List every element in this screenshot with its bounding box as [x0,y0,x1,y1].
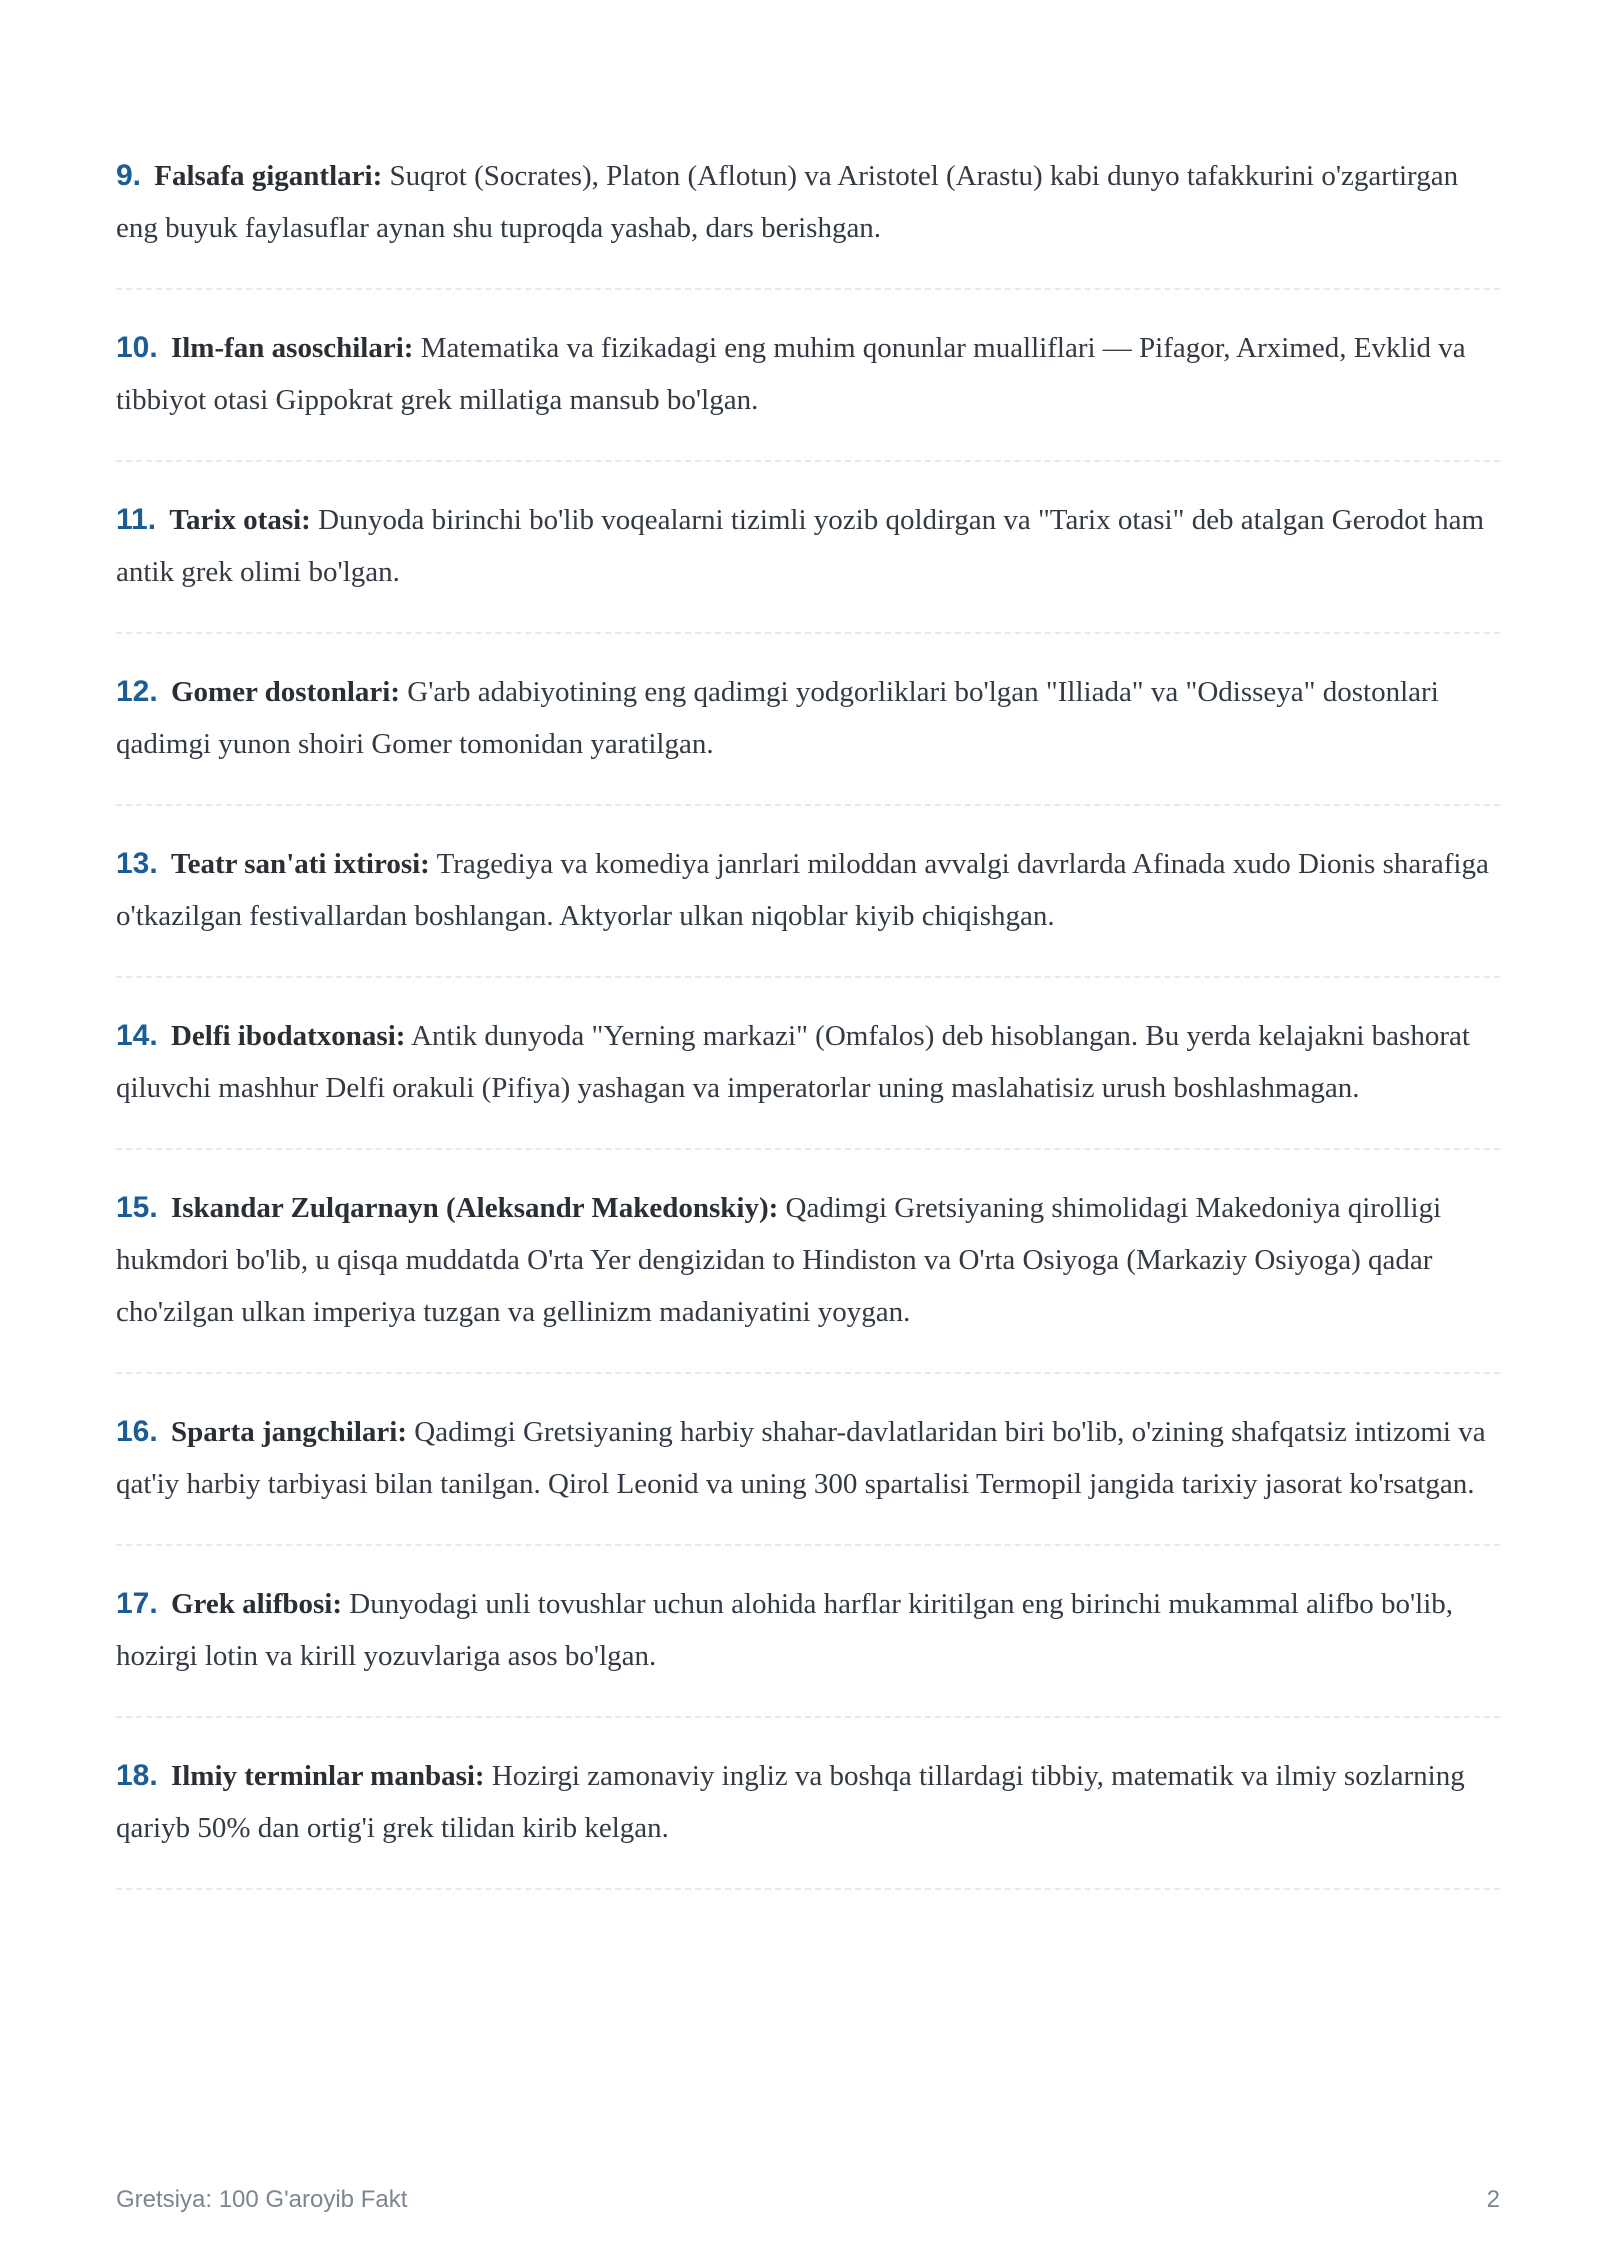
fact-number: 18. [116,1759,158,1792]
footer-title: Gretsiya: 100 G'aroyib Fakt [116,2186,408,2213]
fact-body: Matematika va fizikadagi eng muhim qonunlar mualliflari — Pifagor, Arximed, Evklid va tibbiyot otasi Gippokrat grek millatiga mansub bo'lgan. [116,332,1466,416]
fact-item [116,1182,1500,1374]
fact-paragraph [116,150,1500,254]
fact-body: Dunyoda birinchi bo'lib voqealarni tizimli yozib qoldirgan va "Tarix otasi" deb atalgan Gerodot ham antik grek olimi bo'lgan. [116,504,1484,588]
fact-paragraph [116,322,1500,426]
fact-title: Ilmiy terminlar manbasi: [170,1760,485,1792]
fact-item [116,1010,1500,1150]
fact-number: 10. [116,331,158,364]
fact-number: 14. [116,1019,158,1052]
fact-number: 17. [116,1587,158,1620]
fact-title: Delfi ibodatxonasi: [170,1020,406,1052]
fact-paragraph [116,1406,1500,1510]
fact-paragraph [116,1182,1500,1338]
fact-title: Tarix otasi: [169,504,311,536]
fact-paragraph [116,1010,1500,1114]
fact-item [116,150,1500,290]
fact-title: Teatr san'ati ixtirosi: [170,848,430,880]
page-number: 2 [1486,2186,1500,2213]
fact-number: 13. [116,847,158,880]
fact-item [116,1750,1500,1890]
fact-body: Qadimgi Gretsiyaning shimolidagi Makedoniya qirolligi hukmdori bo'lib, u qisqa muddatda O'rta Yer dengizidan to Hindiston va O'rta Osiyoga (Markaziy Osiyoga) qadar cho'zilgan ulkan imperiya tuzgan va gellinizm madaniyatini yoygan. [116,1192,1442,1328]
fact-item [116,1406,1500,1546]
fact-body: Hozirgi zamonaviy ingliz va boshqa tillardagi tibbiy, matematik va ilmiy sozlarning qariyb 50% dan ortig'i grek tilidan kirib kelgan. [116,1760,1465,1844]
fact-title: Sparta jangchilari: [170,1416,407,1448]
fact-body: Qadimgi Gretsiyaning harbiy shahar-davlatlaridan biri bo'lib, o'zining shafqatsiz intizomi va qat'iy harbiy tarbiyasi bilan tanilgan. Qirol Leonid va uning 300 spartalisi Termopil jangida tarixiy jasorat ko'rsatgan. [116,1416,1486,1500]
fact-body: G'arb adabiyotining eng qadimgi yodgorliklari bo'lgan "Illiada" va "Odisseya" dostonlari qadimgi yunon shoiri Gomer tomonidan yaratilgan. [116,676,1439,760]
fact-number: 15. [116,1191,158,1224]
fact-item [116,494,1500,634]
fact-title: Iskandar Zulqarnayn (Aleksandr Makedonskiy): [170,1192,779,1224]
fact-body: Tragediya va komediya janrlari miloddan avvalgi davrlarda Afinada xudo Dionis sharafiga o'tkazilgan festivallardan boshlangan. Aktyorlar ulkan niqoblar kiyib chiqishgan. [116,848,1489,932]
fact-paragraph [116,666,1500,770]
fact-number: 11. [116,503,157,536]
fact-title: Grek alifbosi: [170,1588,343,1620]
fact-number: 9. [116,159,142,192]
fact-item [116,666,1500,806]
fact-paragraph [116,494,1500,598]
fact-number: 12. [116,675,158,708]
fact-item [116,838,1500,978]
fact-body: Dunyodagi unli tovushlar uchun alohida harflar kiritilgan eng birinchi mukammal alifbo bo'lib, hozirgi lotin va kirill yozuvlariga asos bo'lgan. [116,1588,1454,1672]
fact-number: 16. [116,1415,158,1448]
page-footer [116,2186,1500,2214]
fact-body: Suqrot (Socrates), Platon (Aflotun) va Aristotel (Arastu) kabi dunyo tafakkurini o'zgartirgan eng buyuk faylasuflar aynan shu tuproqda yashab, dars berishgan. [116,160,1459,244]
fact-item [116,322,1500,462]
fact-paragraph [116,838,1500,942]
fact-title: Gomer dostonlari: [170,676,400,708]
fact-item [116,1578,1500,1718]
fact-body: Antik dunyoda "Yerning markazi" (Omfalos) deb hisoblangan. Bu yerda kelajakni bashorat qiluvchi mashhur Delfi orakuli (Pifiya) yashagan va imperatorlar uning maslahatisiz urush boshlashmagan. [116,1020,1470,1104]
fact-paragraph [116,1578,1500,1682]
fact-title: Ilm-fan asoschilari: [170,332,414,364]
fact-list [116,150,1500,1922]
fact-paragraph [116,1750,1500,1854]
fact-title: Falsafa gigantlari: [154,160,383,192]
